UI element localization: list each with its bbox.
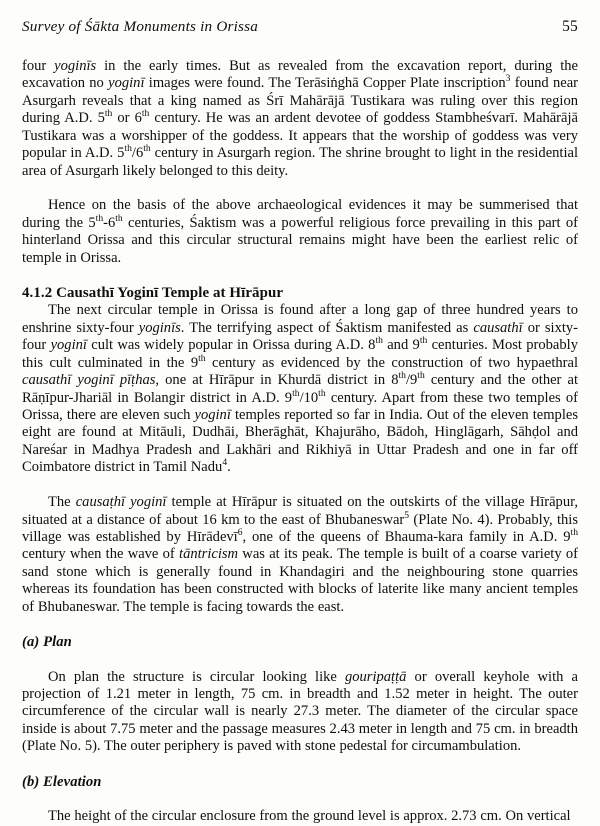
section-heading: 4.1.2 Causathī Yoginī Temple at Hīrāpur [22, 285, 284, 302]
subheading-spacer-b [22, 756, 578, 773]
subsection-heading-plan: (a) Plan [22, 634, 72, 651]
subsection-heading-elevation: (b) Elevation [22, 773, 102, 790]
paragraph-continuation: four yoginīs in the early times. But as revealed from the excavation report, during the excavation no yoginī images were found. The Terāsiṅghā Copper Plate inscription$^3$ found near Asurgarh reveals that a king named as Śrī Mahārājā Tustikara was ruling over this region during A.D. 5th or 6th century. He was an ardent devotee of goddess Stambheśvarī. Mahārājā Tustikara was a worshipper of the goddess. It appears that the worship of goddess was very popular in A.D. 5th/6th century in Asurgarh region. The shrine brought to light in the residential area of Asurgarh likely belonged to this deity. [22, 58, 578, 179]
paragraph-yogini-temples: The next circular temple in Orissa is found after a long gap of three hundred years to enshrine sixty-four yoginīs. The terrifying aspect of Śaktism manifested as causathī or sixty-four yoginī cult was widely popular in Orissa during A.D. 8th and 9th centuries. Most probably this cult culminated in the 9th century as evidenced by the construction of two hypaethral causathī yoginī pīṭhas, one at Hīrāpur in Khurdā district in 8th/9th century and the other at Rāṇīpur-Jhariāl in Bolangir district in A.D. 9th/10th century. Apart from these two temples of Orissa, there are eleven such yoginī temples reported so far in India. Out of the eleven temples eight are found at Mitāuli, Dudhāi, Bherāghāt, Khajurāho, Bādoh, Hinglāgarh, Sāhḍol and Nareśar in Madhya Pradesh and Lakhāri and Rikhiyā in Uttar Pradesh and one in far off Coimbatore district in Tamil Nadu$^4$. [22, 302, 579, 476]
footnote-marker-5[interactable]: 5 [404, 509, 410, 521]
heading-spacer-top [22, 267, 578, 284]
footnote-marker-4[interactable]: 4 [222, 457, 228, 469]
paragraph-spacer-2 [22, 477, 578, 494]
subheading-gap-b [22, 791, 578, 808]
paragraph-plan-description: On plan the structure is circular looking like gouripaṭṭā or overall keyhole with a projection of 1.21 meter in length, 75 cm. in breadth and 1.52 meter in height. The outer circumference of the circular wall is nearly 27.3 meter. The diameter of the circular space inside is about 7.75 meter and the passage measures 2.43 meter in length and 75 cm. in breadth (Plate No. 5). The outer periphery is paved with stone pedestal for circumambulation. [22, 668, 578, 755]
running-head [22, 18, 578, 36]
paragraph-spacer [22, 180, 578, 197]
paragraph-summary: Hence on the basis of the above archaeological evidences it may be summerised that during the 5th-6th centuries, Śaktism was a powerful religious force prevailing in this part of hinterland Orissa and this circular structural remains might have been the earliest relic of temple in Orissa. [22, 197, 579, 266]
paragraph-elevation-description: The height of the circular enclosure from the ground level is approx. 2.73 cm. On vertical [48, 808, 571, 825]
subheading-spacer-a [22, 616, 578, 633]
subheading-gap-a [22, 651, 578, 668]
paragraph-hirapur-location: The causaṭhī yoginī temple at Hīrāpur is situated on the outskirts of the village Hīrāpur, situated at a distance of about 16 km to the east of Bhubaneswar$^5$ (Plate No. 4). Probably, this village was established by Hīrādevī$^6$, one of the queens of Bhauma-kara family in A.D. 9th century when the wave of tāntricism was at its peak. The temple is built of a coarse variety of sand stone which is generally found in Khandagiri and the neighbouring stone quarries whereas its foundation has been constructed with blocks of laterite like many ancient temples of Bhubaneswar. The temple is facing towards the east. [22, 494, 578, 615]
footnote-marker-6[interactable]: 6 [237, 527, 243, 539]
page-content [22, 18, 578, 826]
page-number: 55 [562, 18, 578, 35]
footnote-marker-3[interactable]: 3 [505, 73, 511, 85]
running-head-title: Survey of Śākta Monuments in Orissa [22, 18, 259, 35]
